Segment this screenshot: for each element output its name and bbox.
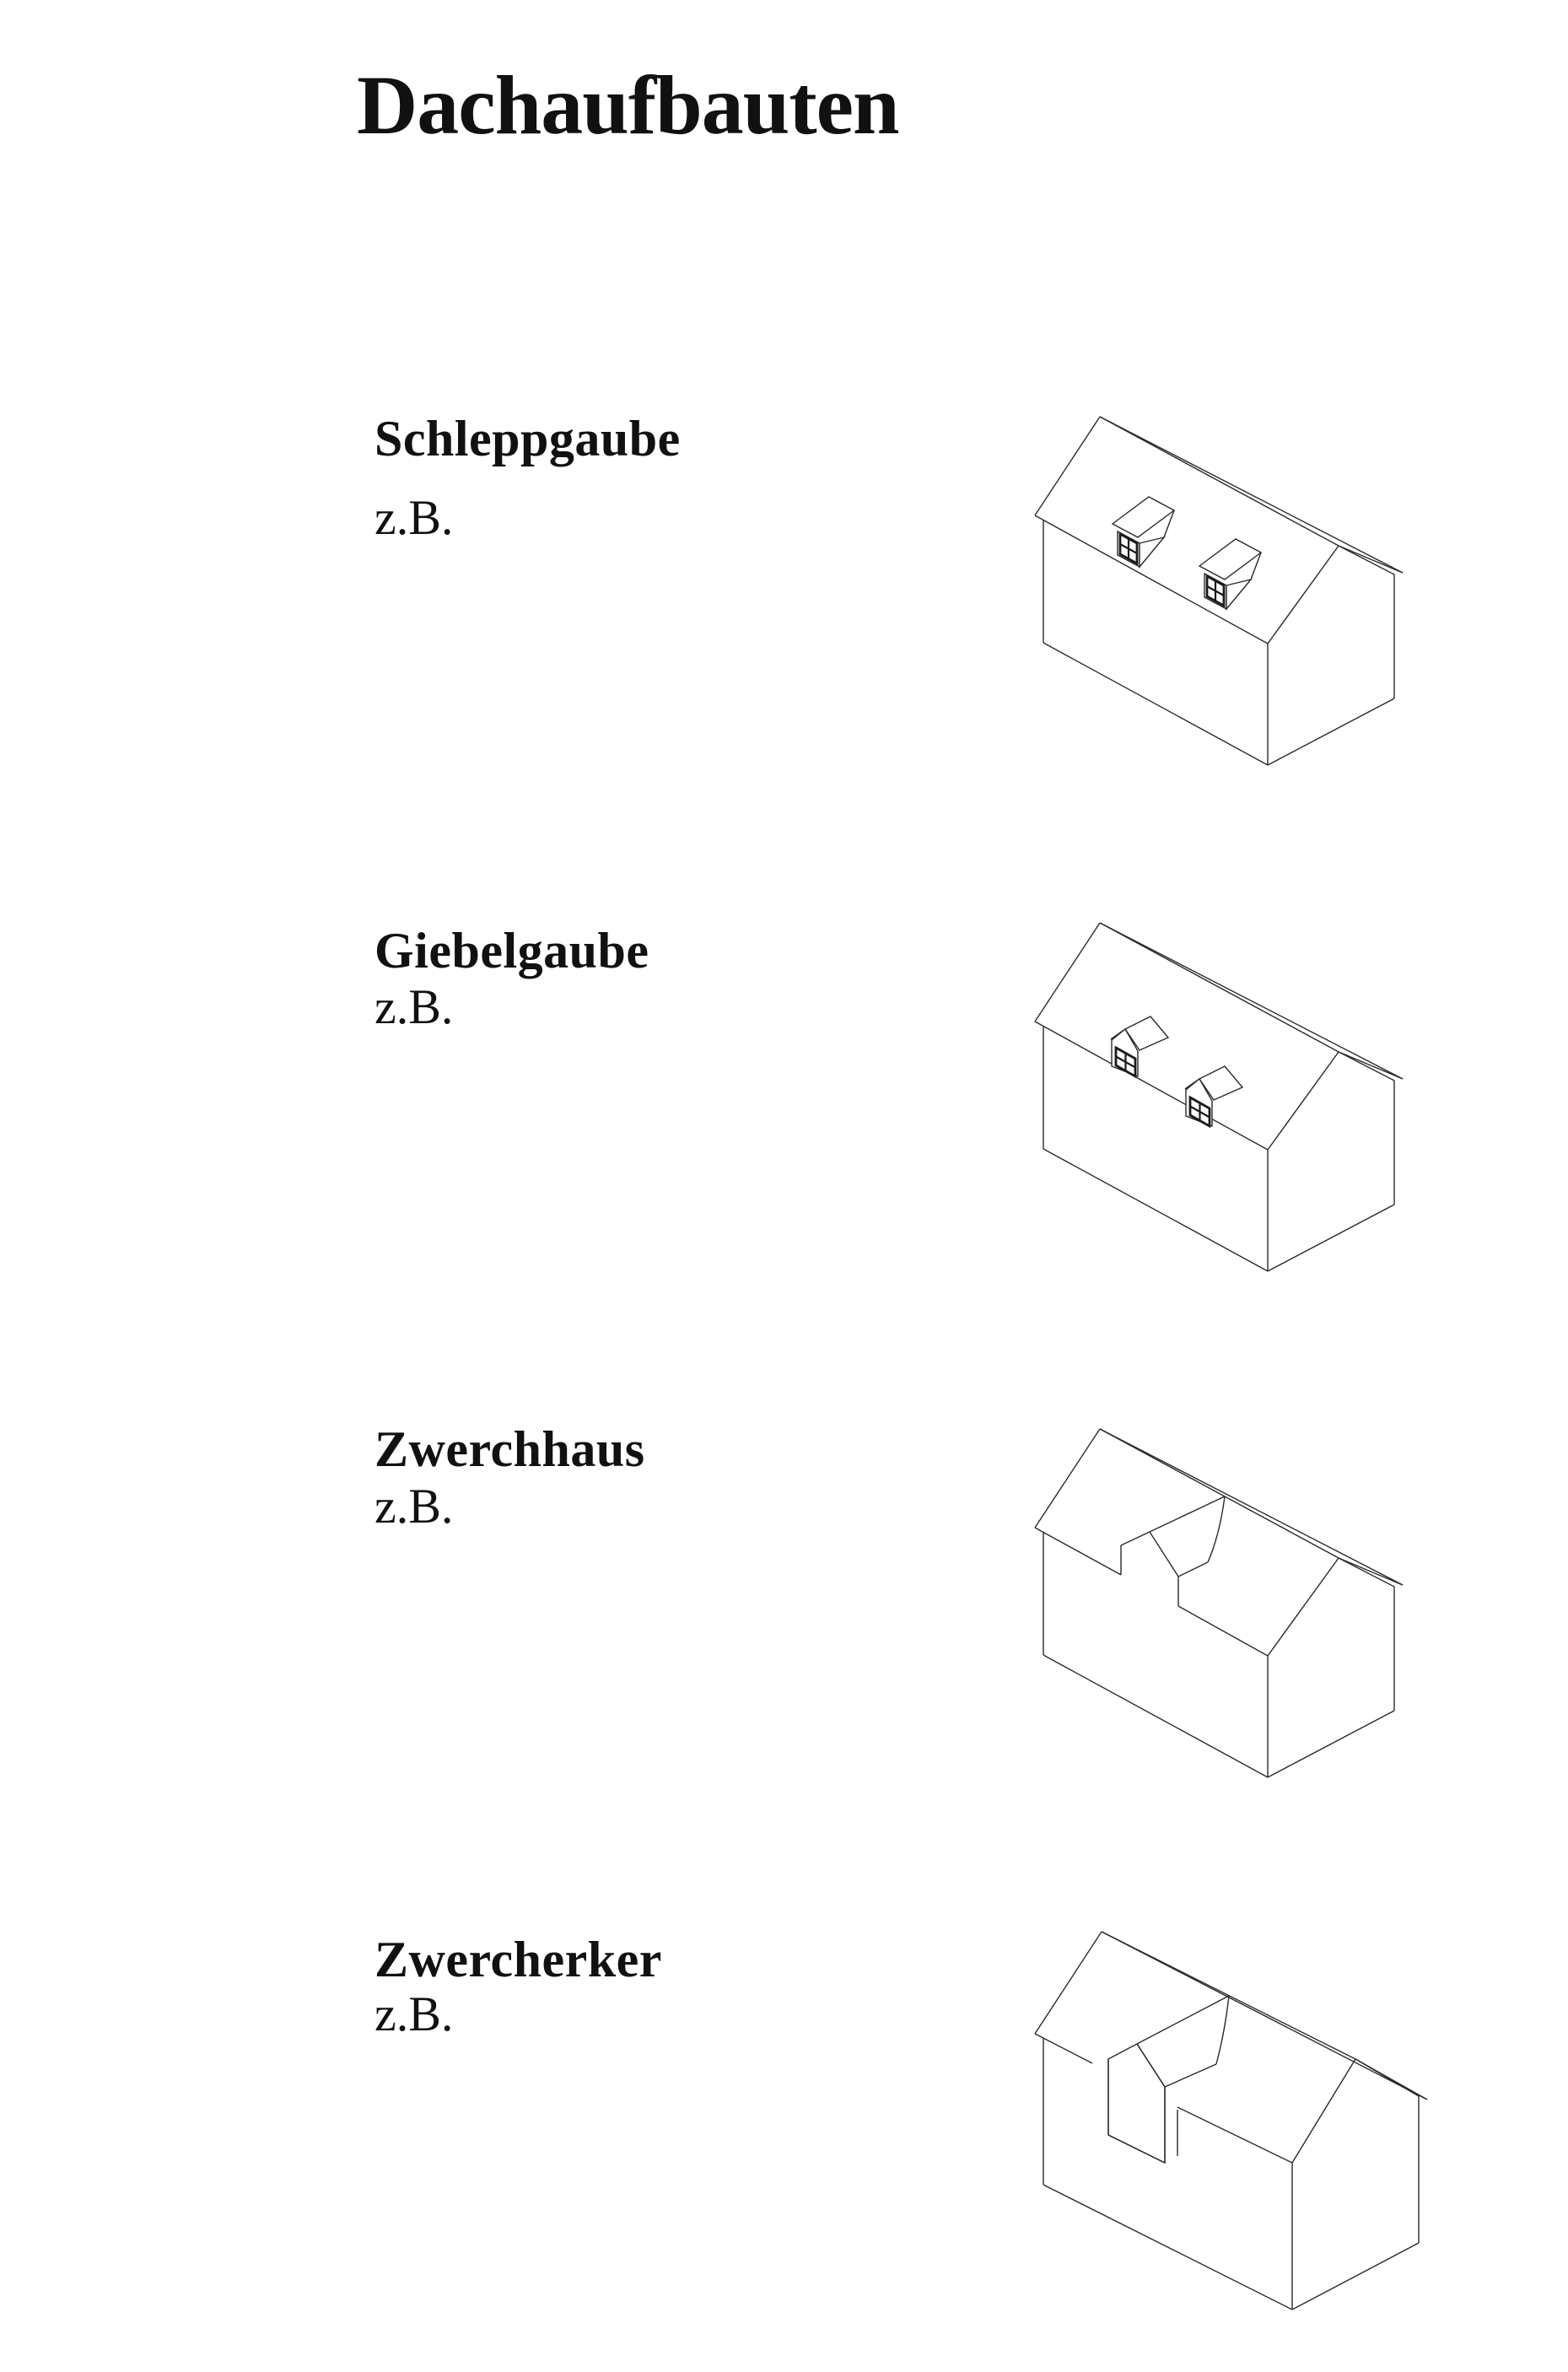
example-label-zwercherker: z.B. bbox=[374, 1987, 454, 2041]
example-label-zwerchhaus: z.B. bbox=[374, 1479, 454, 1534]
section-title-zwercherker: Zwercherker bbox=[374, 1932, 662, 1987]
section-title-zwerchhaus: Zwerchhaus bbox=[374, 1421, 645, 1477]
giebelgaube-illustration bbox=[995, 877, 1451, 1299]
page-title: Dachaufbauten bbox=[357, 58, 899, 152]
example-label-giebelgaube: z.B. bbox=[374, 979, 454, 1034]
section-title-giebelgaube: Giebelgaube bbox=[374, 923, 649, 978]
zwerchhaus-house-drawing bbox=[995, 1383, 1451, 1805]
zwercherker-illustration bbox=[995, 1890, 1451, 2372]
schleppgaube-illustration bbox=[995, 371, 1451, 793]
zwercherker-house-drawing bbox=[995, 1890, 1451, 2372]
schleppgaube-house-drawing bbox=[995, 371, 1451, 793]
giebelgaube-house-drawing bbox=[995, 877, 1451, 1299]
example-label-schleppgaube: z.B. bbox=[374, 490, 454, 545]
zwerchhaus-illustration bbox=[995, 1383, 1451, 1805]
section-title-schleppgaube: Schleppgaube bbox=[374, 411, 681, 466]
